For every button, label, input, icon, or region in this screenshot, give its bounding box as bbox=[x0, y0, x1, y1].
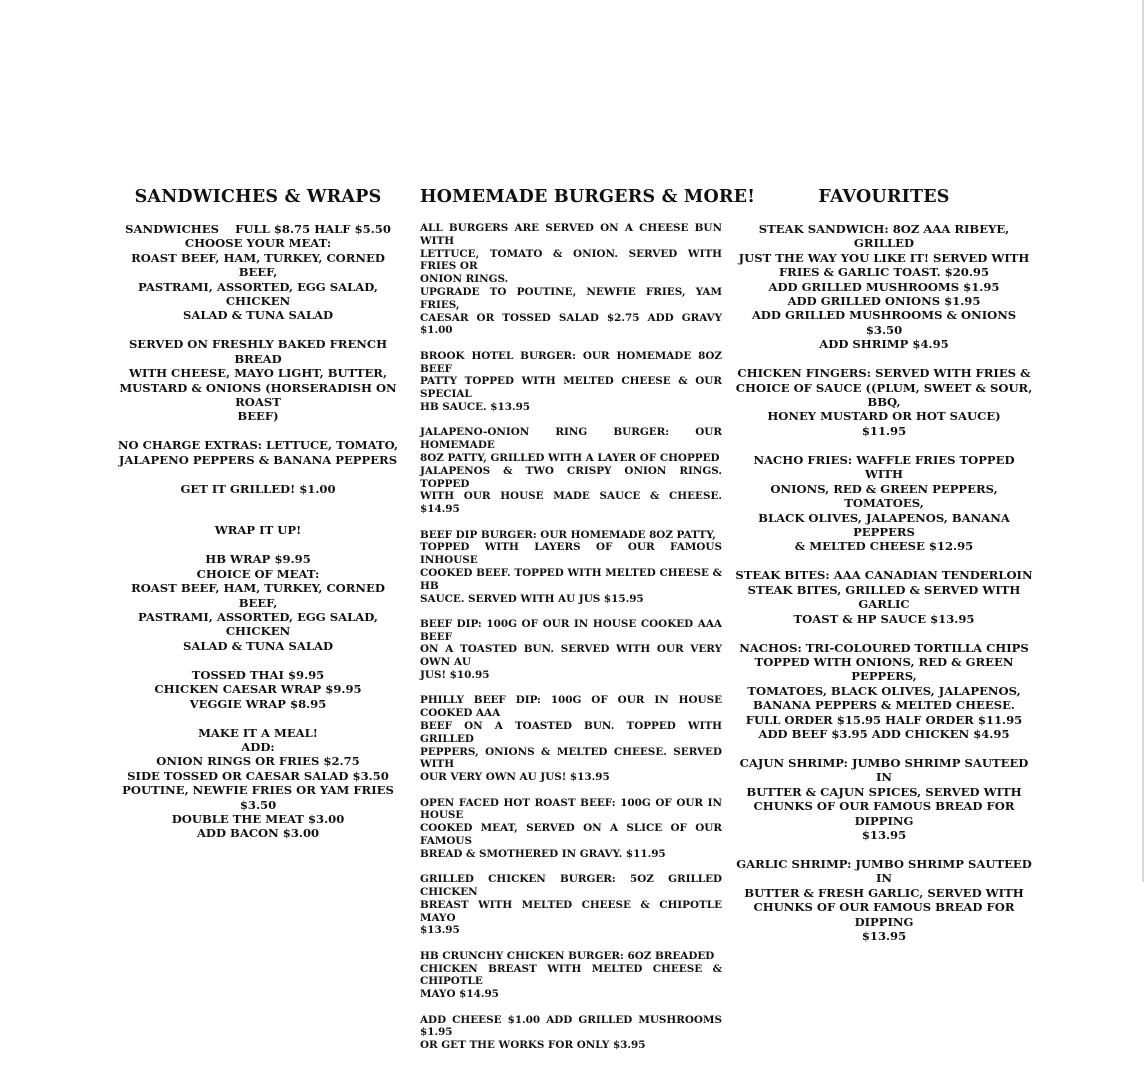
meal-title: MAKE IT A MEAL! bbox=[198, 725, 318, 740]
nacho-fries-desc: & MELTED CHEESE $12.95 bbox=[794, 539, 974, 554]
wrap-meats-text: ROAST BEEF, HAM, TURKEY, CORNED BEEF, bbox=[131, 581, 385, 610]
thai-wrap-line bbox=[110, 668, 406, 682]
cajun-name: CAJUN SHRIMP: bbox=[739, 755, 848, 770]
cajun-desc: CHUNKS OF OUR FAMOUS BREAD FOR DIPPING bbox=[753, 799, 1015, 828]
nacho-fries-desc: WAFFLE FRIES TOPPED WITH bbox=[856, 452, 1015, 482]
burger-item-name: OPEN FACED HOT ROAST BEEF: bbox=[420, 796, 616, 809]
served-text: WITH CHEESE, MAYO LIGHT, BUTTER, bbox=[129, 366, 387, 381]
cajun-line bbox=[734, 756, 1034, 785]
burger-item-desc: TOPPED WITH LAYERS OF OUR FAMOUS INHOUSE bbox=[420, 541, 722, 567]
meal-option: ONION RINGS OR FRIES $2.75 bbox=[156, 754, 360, 769]
cajun-desc: JUMBO SHRIMP SAUTEED IN bbox=[851, 755, 1029, 785]
burger-item-desc: OUR HOMEMADE bbox=[420, 426, 722, 452]
garlic-line bbox=[734, 857, 1034, 886]
burger-item-desc: MAYO $14.95 bbox=[420, 988, 499, 1001]
burger-item-desc: OUR VERY OWN AU JUS! $13.95 bbox=[420, 771, 610, 784]
burger-item-desc: COOKED BEEF. TOPPED WITH MELTED CHEESE & HB bbox=[420, 566, 722, 592]
fingers-name: CHICKEN FINGERS: bbox=[737, 366, 872, 381]
thai-price: $9.95 bbox=[287, 667, 325, 682]
nachos-full-label: FULL ORDER bbox=[745, 712, 833, 727]
nacho-fries-desc: BLACK OLIVES, JALAPENOS, BANANA PEPPERS bbox=[758, 510, 1010, 539]
cajun-shrimp-block bbox=[734, 756, 1034, 842]
served-text: BEEF) bbox=[237, 409, 279, 424]
extras-block bbox=[110, 438, 406, 467]
burger-item-desc: 8OZ PATTY, GRILLED WITH A LAYER OF CHOPPED bbox=[420, 451, 720, 464]
steak-name: STEAK SANDWICH: bbox=[758, 222, 889, 236]
grilled-block bbox=[110, 482, 406, 496]
burger-menu-item bbox=[420, 797, 722, 861]
intro-text: ONION RINGS. bbox=[420, 273, 509, 286]
burger-item-first-line bbox=[420, 618, 722, 644]
fingers-desc: CHOICE OF SAUCE ((PLUM, SWEET & SOUR, BBQ, bbox=[735, 380, 1033, 410]
nachos-half-price: $11.95 bbox=[977, 712, 1023, 727]
garlic-price: $13.95 bbox=[861, 929, 907, 944]
meats-text: PASTRAMI, ASSORTED, EGG SALAD, CHICKEN bbox=[138, 279, 378, 309]
chicken-fingers-block bbox=[734, 366, 1034, 438]
veggie-label: VEGGIE WRAP bbox=[189, 696, 286, 711]
full-label: FULL bbox=[235, 222, 270, 236]
burger-item-desc: BEEF ON A TOASTED BUN. TOPPED WITH GRILLED bbox=[420, 720, 722, 745]
served-on-block bbox=[110, 337, 406, 423]
burger-item-name: BROOK HOTEL BURGER: bbox=[420, 349, 576, 362]
nachos-desc: TOMATOES, BLACK OLIVES, JALAPENOS, bbox=[747, 683, 1021, 698]
wrap-meats-text: PASTRAMI, ASSORTED, EGG SALAD, CHICKEN bbox=[138, 609, 378, 639]
nachos-desc: TRI-COLOURED TORTILLA CHIPS bbox=[805, 640, 1029, 655]
wraps-list-block bbox=[110, 668, 406, 711]
burger-item-desc: 100G OF OUR IN HOUSE COOKED AAA BEEF bbox=[420, 617, 722, 643]
sandwiches-price-line bbox=[110, 222, 406, 236]
burger-item-name: BEEF DIP: bbox=[420, 617, 482, 630]
nacho-fries-desc: ONIONS, RED & GREEN PEPPERS, TOMATOES, bbox=[770, 481, 998, 511]
steak-desc: JUST THE WAY YOU LIKE IT! SERVED WITH bbox=[738, 250, 1030, 265]
meal-add-text: ADD: bbox=[241, 739, 275, 754]
meats-text: SALAD & TUNA SALAD bbox=[182, 308, 334, 323]
veggie-price: $8.95 bbox=[290, 696, 327, 711]
bites-desc: STEAK BITES, GRILLED & SERVED WITH GARLIC bbox=[747, 582, 1021, 612]
nacho-fries-name: NACHO FRIES: bbox=[753, 452, 853, 467]
nachos-desc: TOPPED WITH ONIONS, RED & GREEN PEPPERS, bbox=[754, 654, 1014, 684]
hb-wrap-price: $9.95 bbox=[274, 552, 311, 567]
fingers-line bbox=[734, 366, 1034, 380]
half-price: $5.50 bbox=[354, 222, 391, 236]
hb-wrap-line bbox=[110, 552, 406, 566]
intro-text: ALL BURGERS ARE SERVED ON A CHEESE BUN WITH bbox=[420, 222, 722, 247]
burger-menu-item bbox=[420, 426, 722, 516]
half-label: HALF bbox=[314, 222, 351, 236]
burger-item-first-line bbox=[420, 950, 722, 963]
nachos-order-line bbox=[734, 713, 1034, 727]
burger-item-desc: SAUCE. SERVED WITH AU JUS $15.95 bbox=[420, 592, 644, 605]
burger-item-name: JALAPENO-ONION RING BURGER: bbox=[420, 426, 670, 439]
addon-text: ADD CHEESE $1.00 ADD GRILLED MUSHROOMS $1.95 bbox=[420, 1013, 722, 1039]
meats-text: ROAST BEEF, HAM, TURKEY, CORNED BEEF, bbox=[131, 250, 385, 280]
choose-meat-text: CHOOSE YOUR MEAT: bbox=[184, 236, 332, 251]
bites-desc: TOAST & HP SAUCE $13.95 bbox=[793, 611, 975, 626]
steak-sandwich-block bbox=[734, 222, 1034, 352]
burger-item-desc: OUR HOMEMADE 8OZ PATTY, bbox=[540, 528, 716, 541]
addon-text: OR GET THE WORKS FOR ONLY $3.95 bbox=[420, 1039, 646, 1052]
burger-item-name: PHILLY BEEF DIP: bbox=[420, 694, 541, 707]
burger-item-desc: ON A TOASTED BUN. SERVED WITH OUR VERY OWN AU bbox=[420, 643, 722, 669]
caesar-label: CHICKEN CAESAR WRAP bbox=[154, 682, 322, 697]
burger-item-first-line bbox=[420, 350, 722, 376]
extras-text: JALAPENO PEPPERS & BANANA PEPPERS bbox=[118, 452, 398, 467]
choice-meat-text: CHOICE OF MEAT: bbox=[196, 566, 320, 581]
sandwiches-wraps-column bbox=[110, 186, 406, 855]
wrap-title: WRAP IT UP! bbox=[214, 523, 302, 538]
burger-item-first-line bbox=[420, 873, 722, 899]
burger-item-desc: HB SAUCE. $13.95 bbox=[420, 400, 531, 413]
nachos-desc: BANANA PEPPERS & MELTED CHEESE. bbox=[753, 698, 1015, 713]
steak-desc: FRIES & GARLIC TOAST. $20.95 bbox=[778, 265, 990, 280]
burger-item-desc: OUR HOMEMADE 8OZ BEEF bbox=[420, 349, 722, 375]
wrap-heading-block bbox=[110, 523, 406, 537]
intro-text: UPGRADE TO POUTINE, NEWFIE FRIES, YAM FRIES, bbox=[420, 285, 722, 311]
garlic-shrimp-block bbox=[734, 857, 1034, 943]
hb-wrap-label: HB WRAP bbox=[205, 552, 271, 567]
bites-desc: AAA CANADIAN TENDERLOIN bbox=[833, 568, 1033, 583]
steak-bites-block bbox=[734, 568, 1034, 626]
nachos-chicken-price: $4.95 bbox=[973, 726, 1010, 741]
favourites-column bbox=[734, 186, 1034, 958]
nachos-add-line bbox=[734, 727, 1034, 741]
burger-item-first-line bbox=[420, 797, 722, 823]
extras-text: NO CHARGE EXTRAS: LETTUCE, TOMATO, bbox=[117, 438, 399, 453]
garlic-desc: BUTTER & FRESH GARLIC, SERVED WITH bbox=[744, 885, 1024, 900]
burger-addons-block bbox=[420, 1014, 722, 1052]
fingers-desc: SERVED WITH FRIES & bbox=[875, 366, 1031, 381]
nachos-name: NACHOS: bbox=[739, 640, 802, 655]
nacho-fries-block bbox=[734, 453, 1034, 554]
steak-line bbox=[734, 222, 1034, 251]
full-price: $8.75 bbox=[273, 222, 311, 236]
intro-text: LETTUCE, TOMATO & ONION. SERVED WITH FRIES OR bbox=[420, 247, 722, 273]
section-title-favourites: FAVOURITES bbox=[818, 187, 950, 207]
burger-item-first-line bbox=[420, 694, 722, 720]
burger-item-desc: 100G OF OUR IN HOUSE bbox=[420, 796, 722, 822]
burgers-column bbox=[420, 186, 756, 1065]
burger-item-desc: 6OZ BREADED bbox=[627, 949, 715, 962]
section-title-sandwiches: SANDWICHES & WRAPS bbox=[134, 187, 382, 207]
served-text: MUSTARD & ONIONS (HORSERADISH ON ROAST bbox=[119, 380, 397, 410]
steak-addon: ADD GRILLED MUSHROOMS $1.95 bbox=[768, 279, 1000, 294]
nachos-beef-price: $3.95 bbox=[831, 726, 868, 741]
cajun-desc: BUTTER & CAJUN SPICES, SERVED WITH bbox=[746, 784, 1022, 799]
burger-menu-item bbox=[420, 529, 722, 606]
nachos-beef-label: ADD BEEF bbox=[758, 726, 828, 741]
sandwiches-block bbox=[110, 222, 406, 323]
burger-item-desc: PEPPERS, ONIONS & MELTED CHEESE. SERVED WITH bbox=[420, 745, 722, 771]
burger-items-list bbox=[420, 350, 722, 1001]
bites-name: STEAK BITES: bbox=[735, 568, 830, 583]
fingers-desc: HONEY MUSTARD OR HOT SAUCE) bbox=[767, 409, 1001, 424]
fingers-price: $11.95 bbox=[861, 423, 907, 438]
wrap-meats-text: SALAD & TUNA SALAD bbox=[182, 638, 334, 653]
meal-option: POUTINE, NEWFIE FRIES OR YAM FRIES $3.50 bbox=[122, 783, 394, 812]
steak-desc: 8OZ AAA RIBEYE, GRILLED bbox=[853, 222, 1010, 251]
grilled-text: GET IT GRILLED! $1.00 bbox=[180, 481, 336, 496]
steak-addon: ADD GRILLED ONIONS $1.95 bbox=[787, 294, 981, 309]
burger-item-first-line bbox=[420, 426, 722, 452]
burger-menu-item bbox=[420, 350, 722, 414]
cajun-price: $13.95 bbox=[861, 828, 907, 842]
bites-line bbox=[734, 568, 1034, 582]
burger-item-name: HB CRUNCHY CHICKEN BURGER: bbox=[420, 949, 624, 962]
garlic-desc: JUMBO SHRIMP SAUTEED IN bbox=[855, 857, 1032, 886]
steak-addon: ADD GRILLED MUSHROOMS & ONIONS $3.50 bbox=[751, 308, 1017, 337]
burger-menu-item bbox=[420, 950, 722, 1001]
hb-wrap-block bbox=[110, 552, 406, 653]
nacho-fries-line bbox=[734, 453, 1034, 482]
garlic-desc: CHUNKS OF OUR FAMOUS BREAD FOR DIPPING bbox=[753, 900, 1015, 929]
served-text: SERVED ON FRESHLY BAKED FRENCH BREAD bbox=[128, 337, 388, 366]
burger-item-name: GRILLED CHICKEN BURGER: bbox=[420, 873, 616, 886]
burger-item-desc: BREAD & SMOTHERED IN GRAVY. $11.95 bbox=[420, 847, 666, 860]
intro-text: CAESAR OR TOSSED SALAD $2.75 ADD GRAVY $1.00 bbox=[420, 311, 722, 337]
burger-item-desc: CHICKEN BREAST WITH MELTED CHEESE & CHIPOTLE bbox=[420, 962, 722, 988]
meal-option: SIDE TOSSED OR CAESAR SALAD $3.50 bbox=[127, 768, 389, 783]
burger-item-desc: JUS! $10.95 bbox=[420, 669, 490, 682]
burger-menu-item bbox=[420, 694, 722, 784]
thai-label: TOSSED THAI bbox=[191, 667, 284, 682]
burgers-intro-block bbox=[420, 222, 722, 337]
meal-option: ADD BACON $3.00 bbox=[196, 826, 320, 841]
nachos-half-label: HALF ORDER bbox=[885, 712, 974, 727]
veggie-wrap-line bbox=[110, 697, 406, 711]
burger-menu-item bbox=[420, 873, 722, 937]
nachos-block bbox=[734, 641, 1034, 742]
caesar-price: $9.95 bbox=[325, 682, 362, 697]
meal-option: DOUBLE THE MEAT $3.00 bbox=[171, 811, 345, 826]
burger-item-desc: 5OZ GRILLED CHICKEN bbox=[420, 873, 722, 899]
burger-menu-item bbox=[420, 618, 722, 682]
sandwiches-label: SANDWICHES bbox=[125, 222, 219, 236]
meal-block bbox=[110, 726, 406, 841]
section-title-burgers: HOMEMADE BURGERS & MORE! bbox=[420, 187, 756, 207]
burger-item-desc: BREAST WITH MELTED CHEESE & CHIPOTLE MAYO bbox=[420, 898, 722, 924]
burger-item-name: BEEF DIP BURGER: bbox=[420, 528, 537, 541]
steak-addon: ADD SHRIMP $4.95 bbox=[819, 337, 949, 352]
burger-item-desc: COOKED MEAT, SERVED ON A SLICE OF OUR FAMOUS bbox=[420, 822, 722, 848]
garlic-name: GARLIC SHRIMP: bbox=[736, 857, 852, 871]
burger-item-first-line bbox=[420, 529, 722, 542]
nachos-line bbox=[734, 641, 1034, 655]
burger-item-desc: PATTY TOPPED WITH MELTED CHEESE & OUR SPECIAL bbox=[420, 375, 722, 401]
burger-item-desc: 100G OF OUR IN HOUSE COOKED AAA bbox=[420, 694, 722, 720]
burger-item-desc: WITH OUR HOUSE MADE SAUCE & CHEESE. $14.95 bbox=[420, 490, 722, 516]
burger-item-desc: JALAPENOS & TWO CRISPY ONION RINGS. TOPPED bbox=[420, 464, 722, 490]
caesar-wrap-line bbox=[110, 682, 406, 696]
nachos-chicken-label: ADD CHICKEN bbox=[871, 726, 970, 741]
nachos-full-price: $15.95 bbox=[836, 712, 882, 727]
burger-item-desc: $13.95 bbox=[420, 924, 460, 937]
